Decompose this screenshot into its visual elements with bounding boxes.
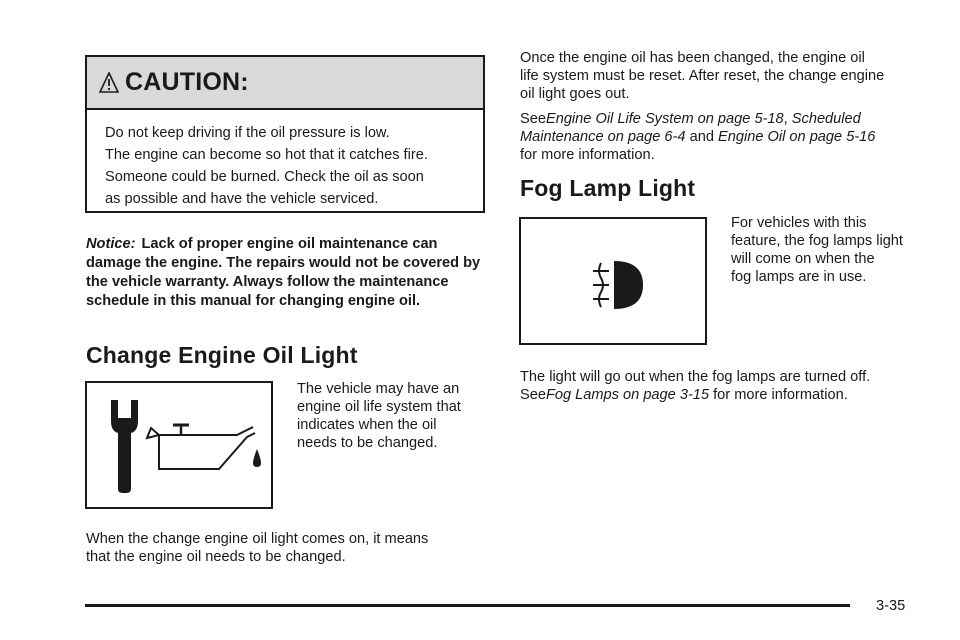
fog-lamp-side-text [731, 214, 903, 286]
text-line: The light will go out when the fog lamps are turned off. [520, 369, 871, 385]
text-line: oil light goes out. [520, 86, 630, 102]
text-line: The vehicle may have an [297, 381, 460, 397]
change-oil-heading: Change Engine Oil Light [86, 342, 358, 368]
caution-line: The engine can become so hot that it catches fire. [105, 147, 428, 163]
text-line: For vehicles with this [731, 215, 867, 231]
fog-lamp-heading: Fog Lamp Light [520, 175, 696, 201]
text-line: fog lamps are in use. [731, 269, 867, 285]
caution-title: CAUTION: [125, 68, 249, 96]
change-oil-side-text [297, 380, 461, 452]
fog-lamp-illustration [519, 217, 707, 345]
text-line: Once the engine oil has been changed, the engine oil [520, 50, 865, 66]
see-prefix: See [520, 111, 546, 127]
see-prefix: See [520, 387, 546, 403]
text-line: When the change engine oil light comes on, it means [86, 531, 429, 547]
see-suffix: for more information. [520, 147, 655, 163]
text-line: life system must be reset. After reset, the change engine [520, 68, 885, 84]
notice-paragraph [86, 235, 490, 311]
text-line: engine oil life system that [297, 399, 461, 415]
text-line: indicates when the oil [297, 417, 437, 433]
caution-header [87, 57, 483, 110]
fog-lamp-paragraph [520, 368, 870, 404]
reset-paragraph [520, 49, 884, 103]
page-number: 3-35 [876, 598, 906, 614]
text-line: that the engine oil needs to be changed. [86, 549, 346, 565]
link-fog-lamps[interactable]: Fog Lamps on page 3-15 [545, 387, 710, 403]
oil-can-wrench-icon [87, 383, 271, 507]
notice-label: Notice: [86, 236, 136, 252]
see-suffix: for more information. [713, 387, 848, 403]
notice-text: Lack of proper engine oil maintenance can damage the engine. The repairs would not be covered by the vehicle warranty. Always follow the maintenance schedule in this manual for changing engine oil. [86, 236, 481, 309]
caution-line: as possible and have the vehicle serviced. [105, 191, 379, 207]
caution-box [85, 55, 485, 213]
caution-line: Do not keep driving if the oil pressure is low. [105, 125, 390, 141]
link-engine-oil[interactable]: Engine Oil on page 5-16 [718, 129, 876, 145]
footer-rule [85, 604, 850, 607]
fog-lamp-icon [521, 219, 705, 343]
comma: , [783, 111, 788, 127]
change-oil-paragraph [86, 530, 428, 566]
text-line: feature, the fog lamps light [731, 233, 903, 249]
text-line: needs to be changed. [297, 435, 438, 451]
see-also-paragraph [520, 110, 875, 164]
warning-icon [99, 72, 119, 94]
link-scheduled-maintenance[interactable]: Scheduled [791, 111, 861, 127]
link-scheduled-maintenance-cont[interactable]: Maintenance on page 6-4 [520, 129, 686, 145]
and-word: and [689, 129, 714, 145]
change-oil-illustration [85, 381, 273, 509]
text-line: will come on when the [731, 251, 875, 267]
link-engine-oil-life-system[interactable]: Engine Oil Life System on page 5-18 [545, 111, 784, 127]
caution-line: Someone could be burned. Check the oil as soon [105, 169, 424, 185]
caution-text [87, 110, 483, 210]
